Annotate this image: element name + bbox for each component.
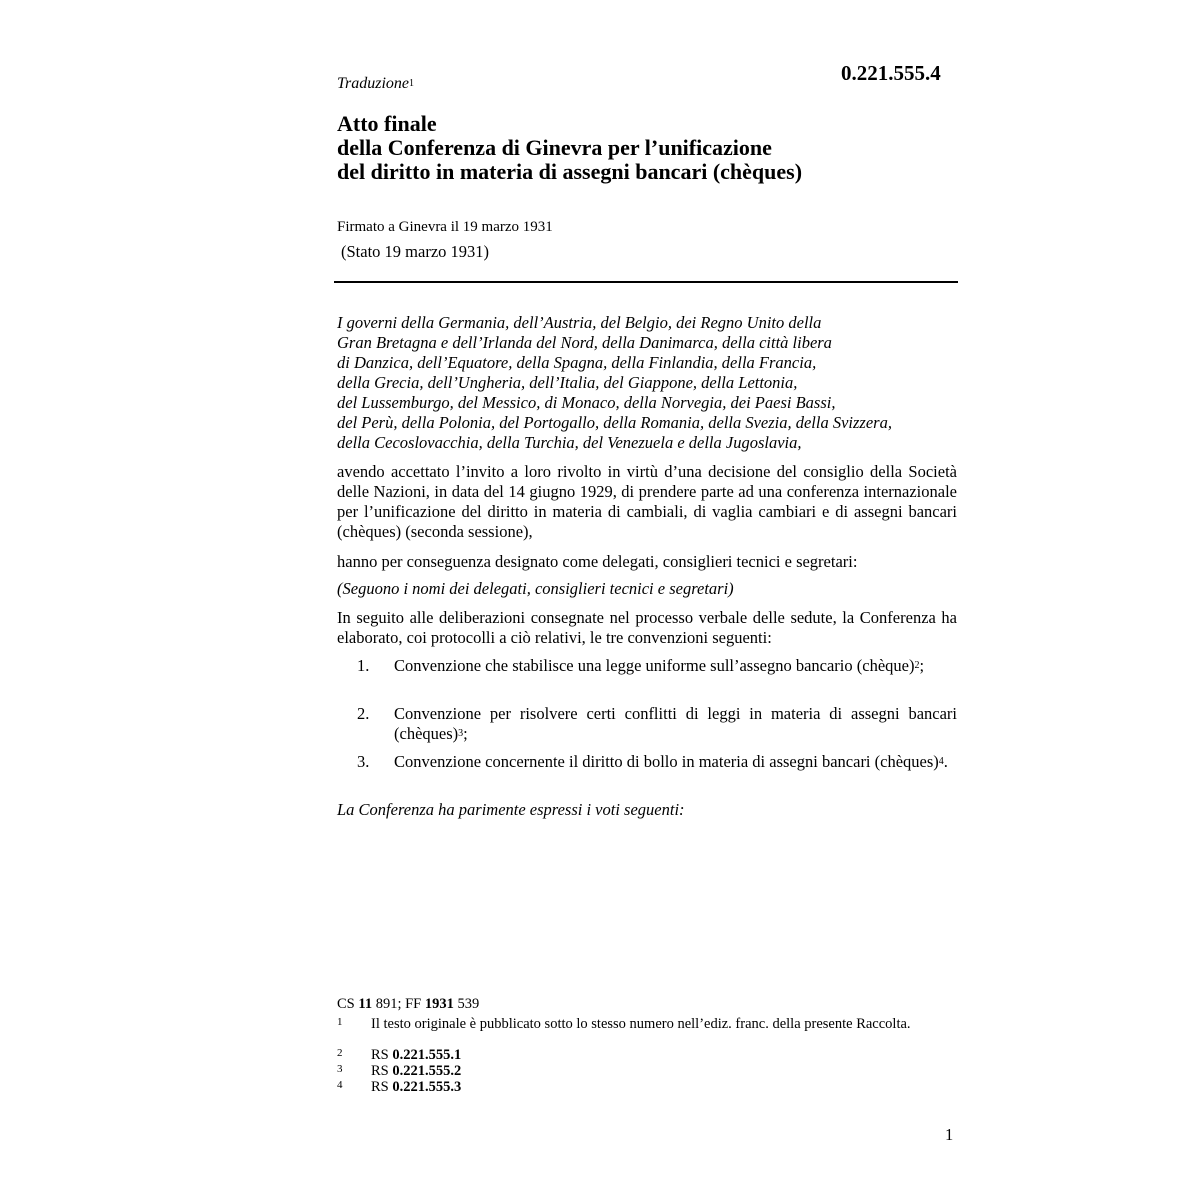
list-number: 2. bbox=[357, 704, 370, 723]
list-number: 3. bbox=[357, 752, 370, 771]
footnote-number: 3 bbox=[337, 1063, 343, 1075]
parties-line: del Lussemburgo, del Messico, di Monaco, della Norvegia, dei Paesi Bassi, bbox=[337, 393, 836, 412]
footnote-3 bbox=[337, 1064, 937, 1079]
footnote-ref-4[interactable]: 4 bbox=[938, 756, 944, 767]
page-number: 1 bbox=[945, 1125, 954, 1144]
footnote-ref-1[interactable]: 1 bbox=[409, 78, 415, 89]
parties-line: di Danzica, dell’Equatore, della Spagna, della Finlandia, della Francia, bbox=[337, 353, 817, 372]
convention-list-item bbox=[357, 752, 957, 775]
footnote-ref-3[interactable]: 3 bbox=[458, 728, 464, 739]
title-line-3: del diritto in materia di assegni bancari (chèques) bbox=[337, 159, 803, 184]
footnote-1 bbox=[337, 1017, 937, 1032]
rs-link[interactable]: 0.221.555.1 bbox=[392, 1047, 462, 1063]
footnote-number: 1 bbox=[337, 1016, 343, 1028]
signing-info: Firmato a Ginevra il 19 marzo 1931 bbox=[337, 219, 553, 235]
rs-link[interactable]: 0.221.555.3 bbox=[392, 1079, 462, 1095]
parties-line: della Grecia, dell’Ungheria, dell’Italia, del Giappone, della Lettonia, bbox=[337, 373, 798, 392]
document-number: 0.221.555.4 bbox=[841, 61, 941, 85]
parties-paragraph bbox=[337, 313, 957, 453]
invitation-paragraph: avendo accettato l’invito a loro rivolto in virtù d’una decisione del consiglio della Società delle Nazioni, in data del 14 giugno 1929, di prendere parte ad una conferenza internazionale per l’unificazione del diritto in materia di cambiali, di vaglia cambiari e di assegni bancari (chèques) (seconda sessione), bbox=[337, 462, 957, 541]
footnote-number: 4 bbox=[337, 1079, 343, 1091]
document-title bbox=[337, 112, 802, 184]
list-text: Convenzione che stabilisce una legge uniforme sull’assegno bancario (chèque)$^2$; bbox=[394, 656, 925, 675]
status-date: (Stato 19 marzo 1931) bbox=[341, 242, 490, 261]
translation-label-text: Traduzione bbox=[337, 75, 410, 92]
footnote-4 bbox=[337, 1080, 937, 1095]
header-divider bbox=[334, 281, 958, 283]
parties-line: del Perù, della Polonia, del Portogallo, della Romania, della Svezia, della Svizzera, bbox=[337, 413, 892, 432]
footnote-2 bbox=[337, 1048, 937, 1063]
convention-list-item bbox=[357, 656, 957, 679]
footnote-number: 2 bbox=[337, 1047, 343, 1059]
list-text: Convenzione per risolvere certi conflitti di leggi in materia di assegni bancari (chèques)$^3$; bbox=[394, 704, 957, 743]
deliberations-paragraph: In seguito alle deliberazioni consegnate nel processo verbale delle sedute, la Conferenza ha elaborato, coi protocolli a ciò relativi, le tre convenzioni seguenti: bbox=[337, 608, 957, 647]
footnote-text: Il testo originale è pubblicato sotto lo stesso numero nell’ediz. franc. della presente Raccolta. bbox=[371, 1016, 911, 1032]
parties-line: I governi della Germania, dell’Austria, del Belgio, dei Regno Unito della bbox=[337, 313, 822, 332]
title-line-1: Atto finale bbox=[337, 111, 437, 136]
resolutions-paragraph: La Conferenza ha parimente espressi i voti seguenti: bbox=[337, 800, 685, 819]
parties-line: della Cecoslovacchia, della Turchia, del Venezuela e della Jugoslavia, bbox=[337, 433, 802, 452]
translation-label bbox=[337, 75, 414, 93]
rs-link[interactable]: 0.221.555.2 bbox=[392, 1063, 462, 1079]
footnote-text: RS 0.221.555.2 bbox=[371, 1063, 462, 1079]
delegates-note: (Seguono i nomi dei delegati, consiglieri tecnici e segretari) bbox=[337, 579, 734, 598]
title-line-2: della Conferenza di Ginevra per l’unificazione bbox=[337, 135, 772, 160]
publication-reference: CS 11 891; FF 1931 539 bbox=[337, 996, 480, 1012]
convention-list-item bbox=[357, 704, 957, 747]
footnote-text: RS 0.221.555.3 bbox=[371, 1079, 462, 1095]
list-text: Convenzione concernente il diritto di bollo in materia di assegni bancari (chèques)$^4$. bbox=[394, 752, 948, 771]
delegates-paragraph: hanno per conseguenza designato come delegati, consiglieri tecnici e segretari: bbox=[337, 552, 858, 571]
parties-line: Gran Bretagna e dell’Irlanda del Nord, della Danimarca, della città libera bbox=[337, 333, 832, 352]
footnote-text: RS 0.221.555.1 bbox=[371, 1047, 462, 1063]
footnote-ref-2[interactable]: 2 bbox=[914, 660, 920, 671]
list-number: 1. bbox=[357, 656, 370, 675]
